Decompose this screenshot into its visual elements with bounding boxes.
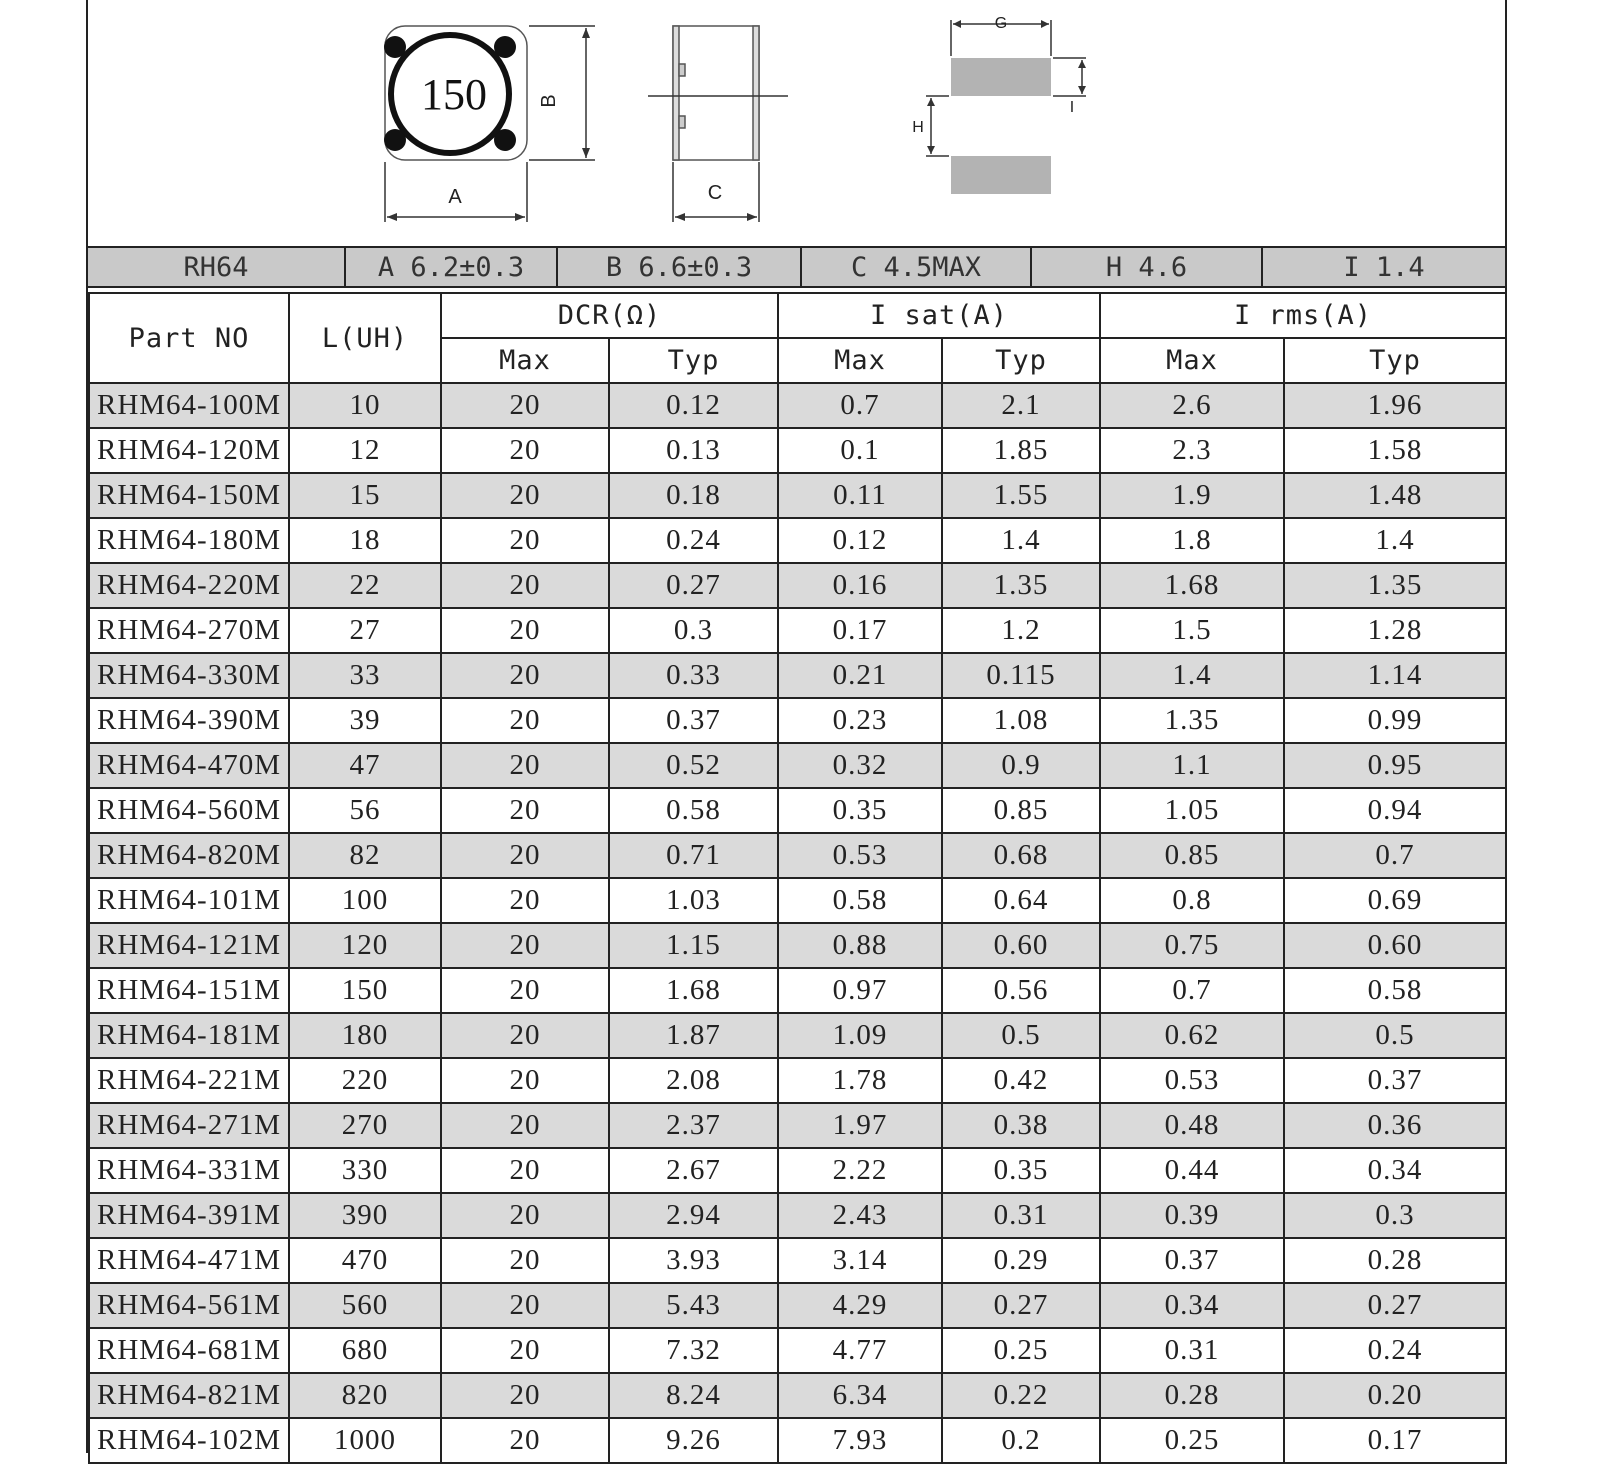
dim-h-value: H 4.6 — [1032, 248, 1263, 286]
irms-max-cell: 0.37 — [1100, 1238, 1284, 1283]
header-irms-max: Max — [1100, 338, 1284, 383]
dcr-typ-cell: 2.08 — [609, 1058, 778, 1103]
inductance-cell: 47 — [289, 743, 441, 788]
dcr-max-cell: 20 — [441, 743, 609, 788]
irms-typ-cell: 0.60 — [1284, 923, 1506, 968]
header-isat-typ: Typ — [942, 338, 1100, 383]
isat-max-cell: 2.43 — [778, 1193, 942, 1238]
dim-label-c: C — [707, 182, 723, 204]
dcr-max-cell: 20 — [441, 1193, 609, 1238]
table-row — [89, 878, 1506, 923]
dim-c-value: C 4.5MAX — [802, 248, 1032, 286]
irms-max-cell: 0.75 — [1100, 923, 1284, 968]
dcr-typ-cell: 1.68 — [609, 968, 778, 1013]
dcr-max-cell: 20 — [441, 383, 609, 428]
irms-max-cell: 1.5 — [1100, 608, 1284, 653]
table-row — [89, 1058, 1506, 1103]
inductance-cell: 10 — [289, 383, 441, 428]
isat-max-cell: 0.97 — [778, 968, 942, 1013]
part-number-cell: RHM64-470M — [89, 743, 289, 788]
table-row — [89, 923, 1506, 968]
inductance-cell: 82 — [289, 833, 441, 878]
dcr-typ-cell: 0.71 — [609, 833, 778, 878]
part-number-cell: RHM64-471M — [89, 1238, 289, 1283]
dcr-max-cell: 20 — [441, 473, 609, 518]
dcr-max-cell: 20 — [441, 1148, 609, 1193]
inductance-cell: 1000 — [289, 1418, 441, 1463]
dcr-max-cell: 20 — [441, 1013, 609, 1058]
dcr-typ-cell: 7.32 — [609, 1328, 778, 1373]
dcr-max-cell: 20 — [441, 1058, 609, 1103]
part-number-cell: RHM64-561M — [89, 1283, 289, 1328]
inductance-cell: 180 — [289, 1013, 441, 1058]
isat-typ-cell: 0.25 — [942, 1328, 1100, 1373]
isat-max-cell: 0.1 — [778, 428, 942, 473]
inductance-cell: 18 — [289, 518, 441, 563]
dcr-max-cell: 20 — [441, 878, 609, 923]
irms-max-cell: 1.68 — [1100, 563, 1284, 608]
header-part-no: Part NO — [89, 293, 289, 383]
inductance-cell: 470 — [289, 1238, 441, 1283]
isat-typ-cell: 0.42 — [942, 1058, 1100, 1103]
isat-typ-cell: 0.2 — [942, 1418, 1100, 1463]
part-number-cell: RHM64-151M — [89, 968, 289, 1013]
irms-max-cell: 0.8 — [1100, 878, 1284, 923]
table-row — [89, 833, 1506, 878]
dcr-typ-cell: 0.27 — [609, 563, 778, 608]
irms-typ-cell: 1.35 — [1284, 563, 1506, 608]
inductance-cell: 39 — [289, 698, 441, 743]
table-row — [89, 743, 1506, 788]
isat-typ-cell: 0.29 — [942, 1238, 1100, 1283]
isat-max-cell: 0.7 — [778, 383, 942, 428]
isat-typ-cell: 1.55 — [942, 473, 1100, 518]
irms-typ-cell: 0.34 — [1284, 1148, 1506, 1193]
part-number-cell: RHM64-181M — [89, 1013, 289, 1058]
inductance-cell: 27 — [289, 608, 441, 653]
dcr-max-cell: 20 — [441, 833, 609, 878]
dcr-typ-cell: 0.58 — [609, 788, 778, 833]
irms-typ-cell: 0.5 — [1284, 1013, 1506, 1058]
dim-label-b: B — [538, 94, 560, 108]
dcr-typ-cell: 0.12 — [609, 383, 778, 428]
irms-max-cell: 0.53 — [1100, 1058, 1284, 1103]
dcr-typ-cell: 9.26 — [609, 1418, 778, 1463]
dcr-max-cell: 20 — [441, 428, 609, 473]
irms-typ-cell: 1.58 — [1284, 428, 1506, 473]
dim-label-a: A — [448, 186, 462, 208]
table-row — [89, 1373, 1506, 1418]
isat-max-cell: 1.78 — [778, 1058, 942, 1103]
isat-typ-cell: 0.5 — [942, 1013, 1100, 1058]
part-number-cell: RHM64-150M — [89, 473, 289, 518]
inductance-cell: 120 — [289, 923, 441, 968]
dcr-max-cell: 20 — [441, 923, 609, 968]
table-row — [89, 608, 1506, 653]
part-number-cell: RHM64-121M — [89, 923, 289, 968]
isat-typ-cell: 0.31 — [942, 1193, 1100, 1238]
header-irms: I rms(A) — [1100, 293, 1506, 338]
irms-max-cell: 0.62 — [1100, 1013, 1284, 1058]
irms-max-cell: 0.44 — [1100, 1148, 1284, 1193]
table-row — [89, 428, 1506, 473]
inductance-cell: 15 — [289, 473, 441, 518]
irms-typ-cell: 1.14 — [1284, 653, 1506, 698]
part-number-cell: RHM64-681M — [89, 1328, 289, 1373]
isat-max-cell: 0.35 — [778, 788, 942, 833]
isat-max-cell: 6.34 — [778, 1373, 942, 1418]
isat-typ-cell: 0.60 — [942, 923, 1100, 968]
dim-b-value: B 6.6±0.3 — [558, 248, 802, 286]
dcr-max-cell: 20 — [441, 1103, 609, 1148]
header-irms-typ: Typ — [1284, 338, 1506, 383]
isat-typ-cell: 0.64 — [942, 878, 1100, 923]
irms-typ-cell: 0.17 — [1284, 1418, 1506, 1463]
irms-max-cell: 0.28 — [1100, 1373, 1284, 1418]
isat-typ-cell: 0.22 — [942, 1373, 1100, 1418]
irms-max-cell: 2.6 — [1100, 383, 1284, 428]
table-row — [89, 1193, 1506, 1238]
inductance-cell: 33 — [289, 653, 441, 698]
marking-text: 150 — [421, 70, 487, 119]
isat-typ-cell: 0.85 — [942, 788, 1100, 833]
part-number-cell: RHM64-330M — [89, 653, 289, 698]
irms-typ-cell: 0.94 — [1284, 788, 1506, 833]
table-row — [89, 518, 1506, 563]
irms-typ-cell: 0.58 — [1284, 968, 1506, 1013]
part-number-cell: RHM64-270M — [89, 608, 289, 653]
irms-typ-cell: 1.96 — [1284, 383, 1506, 428]
isat-max-cell: 1.97 — [778, 1103, 942, 1148]
dcr-typ-cell: 1.15 — [609, 923, 778, 968]
isat-max-cell: 0.21 — [778, 653, 942, 698]
part-number-cell: RHM64-560M — [89, 788, 289, 833]
dcr-typ-cell: 5.43 — [609, 1283, 778, 1328]
table-row — [89, 563, 1506, 608]
irms-typ-cell: 1.28 — [1284, 608, 1506, 653]
isat-max-cell: 4.29 — [778, 1283, 942, 1328]
header-isat: I sat(A) — [778, 293, 1100, 338]
irms-max-cell: 1.8 — [1100, 518, 1284, 563]
table-row — [89, 788, 1506, 833]
dim-label-g: G — [994, 15, 1008, 32]
irms-max-cell: 0.25 — [1100, 1418, 1284, 1463]
isat-typ-cell: 1.2 — [942, 608, 1100, 653]
isat-max-cell: 0.58 — [778, 878, 942, 923]
isat-typ-cell: 1.35 — [942, 563, 1100, 608]
isat-max-cell: 0.32 — [778, 743, 942, 788]
inductance-cell: 820 — [289, 1373, 441, 1418]
irms-typ-cell: 0.37 — [1284, 1058, 1506, 1103]
dcr-typ-cell: 0.3 — [609, 608, 778, 653]
dcr-typ-cell: 3.93 — [609, 1238, 778, 1283]
dcr-max-cell: 20 — [441, 1328, 609, 1373]
isat-max-cell: 0.53 — [778, 833, 942, 878]
table-row — [89, 968, 1506, 1013]
isat-max-cell: 0.11 — [778, 473, 942, 518]
dcr-max-cell: 20 — [441, 518, 609, 563]
table-row — [89, 653, 1506, 698]
irms-typ-cell: 0.24 — [1284, 1328, 1506, 1373]
irms-max-cell: 0.39 — [1100, 1193, 1284, 1238]
irms-max-cell: 1.9 — [1100, 473, 1284, 518]
dim-a-value: A 6.2±0.3 — [346, 248, 558, 286]
isat-typ-cell: 0.38 — [942, 1103, 1100, 1148]
isat-max-cell: 2.22 — [778, 1148, 942, 1193]
dcr-max-cell: 20 — [441, 788, 609, 833]
inductance-cell: 12 — [289, 428, 441, 473]
irms-typ-cell: 0.7 — [1284, 833, 1506, 878]
table-body — [89, 383, 1506, 1463]
dimension-drawing — [88, 0, 1505, 246]
part-number-cell: RHM64-100M — [89, 383, 289, 428]
dcr-typ-cell: 0.52 — [609, 743, 778, 788]
irms-max-cell: 0.7 — [1100, 968, 1284, 1013]
part-number-cell: RHM64-101M — [89, 878, 289, 923]
dcr-max-cell: 20 — [441, 653, 609, 698]
dcr-typ-cell: 0.37 — [609, 698, 778, 743]
electrical-spec-table — [88, 292, 1507, 1464]
inductance-cell: 390 — [289, 1193, 441, 1238]
dim-label-h: H — [912, 119, 924, 136]
table-row — [89, 1238, 1506, 1283]
dcr-typ-cell: 1.87 — [609, 1013, 778, 1058]
inductance-cell: 270 — [289, 1103, 441, 1148]
table-row — [89, 473, 1506, 518]
isat-typ-cell: 0.27 — [942, 1283, 1100, 1328]
part-number-cell: RHM64-220M — [89, 563, 289, 608]
pad-layout — [926, 20, 1086, 194]
isat-typ-cell: 0.9 — [942, 743, 1100, 788]
dcr-typ-cell: 2.67 — [609, 1148, 778, 1193]
header-inductance: L(UH) — [289, 293, 441, 383]
table-row — [89, 1148, 1506, 1193]
part-number-cell: RHM64-271M — [89, 1103, 289, 1148]
isat-max-cell: 4.77 — [778, 1328, 942, 1373]
irms-max-cell: 1.4 — [1100, 653, 1284, 698]
table-row — [89, 1283, 1506, 1328]
dcr-typ-cell: 2.94 — [609, 1193, 778, 1238]
irms-typ-cell: 0.28 — [1284, 1238, 1506, 1283]
series-name: RH64 — [88, 248, 346, 286]
irms-max-cell: 2.3 — [1100, 428, 1284, 473]
dcr-typ-cell: 0.13 — [609, 428, 778, 473]
table-row — [89, 1418, 1506, 1463]
dcr-max-cell: 20 — [441, 968, 609, 1013]
part-number-cell: RHM64-821M — [89, 1373, 289, 1418]
part-number-cell: RHM64-820M — [89, 833, 289, 878]
isat-max-cell: 7.93 — [778, 1418, 942, 1463]
isat-typ-cell: 0.35 — [942, 1148, 1100, 1193]
irms-typ-cell: 0.69 — [1284, 878, 1506, 923]
isat-max-cell: 0.23 — [778, 698, 942, 743]
top-view — [384, 26, 595, 222]
inductance-cell: 150 — [289, 968, 441, 1013]
irms-typ-cell: 0.20 — [1284, 1373, 1506, 1418]
irms-typ-cell: 1.48 — [1284, 473, 1506, 518]
irms-typ-cell: 0.36 — [1284, 1103, 1506, 1148]
dcr-max-cell: 20 — [441, 1238, 609, 1283]
datasheet — [86, 0, 1507, 1456]
dimension-summary-bar — [88, 246, 1505, 288]
irms-max-cell: 0.85 — [1100, 833, 1284, 878]
isat-typ-cell: 1.85 — [942, 428, 1100, 473]
dcr-max-cell: 20 — [441, 1283, 609, 1328]
isat-max-cell: 0.16 — [778, 563, 942, 608]
header-dcr-typ: Typ — [609, 338, 778, 383]
part-number-cell: RHM64-391M — [89, 1193, 289, 1238]
isat-max-cell: 3.14 — [778, 1238, 942, 1283]
irms-typ-cell: 1.4 — [1284, 518, 1506, 563]
irms-typ-cell: 0.27 — [1284, 1283, 1506, 1328]
isat-typ-cell: 0.56 — [942, 968, 1100, 1013]
part-number-cell: RHM64-180M — [89, 518, 289, 563]
irms-max-cell: 0.34 — [1100, 1283, 1284, 1328]
dcr-max-cell: 20 — [441, 563, 609, 608]
dim-i-value: I 1.4 — [1343, 251, 1425, 283]
dcr-max-cell: 20 — [441, 1418, 609, 1463]
part-number-cell: RHM64-102M — [89, 1418, 289, 1463]
dcr-typ-cell: 0.24 — [609, 518, 778, 563]
isat-max-cell: 0.12 — [778, 518, 942, 563]
header-isat-max: Max — [778, 338, 942, 383]
irms-typ-cell: 0.99 — [1284, 698, 1506, 743]
part-number-cell: RHM64-120M — [89, 428, 289, 473]
isat-typ-cell: 2.1 — [942, 383, 1100, 428]
inductance-cell: 220 — [289, 1058, 441, 1103]
dcr-max-cell: 20 — [441, 1373, 609, 1418]
irms-typ-cell: 0.3 — [1284, 1193, 1506, 1238]
dcr-typ-cell: 0.18 — [609, 473, 778, 518]
table-row — [89, 1013, 1506, 1058]
irms-typ-cell: 0.95 — [1284, 743, 1506, 788]
table-row — [89, 1328, 1506, 1373]
dcr-typ-cell: 1.03 — [609, 878, 778, 923]
isat-typ-cell: 1.4 — [942, 518, 1100, 563]
isat-max-cell: 1.09 — [778, 1013, 942, 1058]
dcr-typ-cell: 0.33 — [609, 653, 778, 698]
dim-label-i: I — [1069, 99, 1075, 116]
isat-typ-cell: 0.115 — [942, 653, 1100, 698]
inductance-cell: 100 — [289, 878, 441, 923]
inductance-cell: 56 — [289, 788, 441, 833]
header-dcr: DCR(Ω) — [441, 293, 778, 338]
dcr-max-cell: 20 — [441, 698, 609, 743]
irms-max-cell: 0.31 — [1100, 1328, 1284, 1373]
dcr-typ-cell: 8.24 — [609, 1373, 778, 1418]
table-row — [89, 383, 1506, 428]
isat-typ-cell: 0.68 — [942, 833, 1100, 878]
dcr-typ-cell: 2.37 — [609, 1103, 778, 1148]
isat-max-cell: 0.17 — [778, 608, 942, 653]
inductance-cell: 330 — [289, 1148, 441, 1193]
part-number-cell: RHM64-221M — [89, 1058, 289, 1103]
table-row — [89, 698, 1506, 743]
irms-max-cell: 1.35 — [1100, 698, 1284, 743]
part-number-cell: RHM64-390M — [89, 698, 289, 743]
part-number-cell: RHM64-331M — [89, 1148, 289, 1193]
inductance-cell: 680 — [289, 1328, 441, 1373]
irms-max-cell: 1.1 — [1100, 743, 1284, 788]
irms-max-cell: 0.48 — [1100, 1103, 1284, 1148]
header-dcr-max: Max — [441, 338, 609, 383]
isat-typ-cell: 1.08 — [942, 698, 1100, 743]
dcr-max-cell: 20 — [441, 608, 609, 653]
irms-max-cell: 1.05 — [1100, 788, 1284, 833]
inductance-cell: 22 — [289, 563, 441, 608]
inductance-cell: 560 — [289, 1283, 441, 1328]
table-row — [89, 1103, 1506, 1148]
isat-max-cell: 0.88 — [778, 923, 942, 968]
